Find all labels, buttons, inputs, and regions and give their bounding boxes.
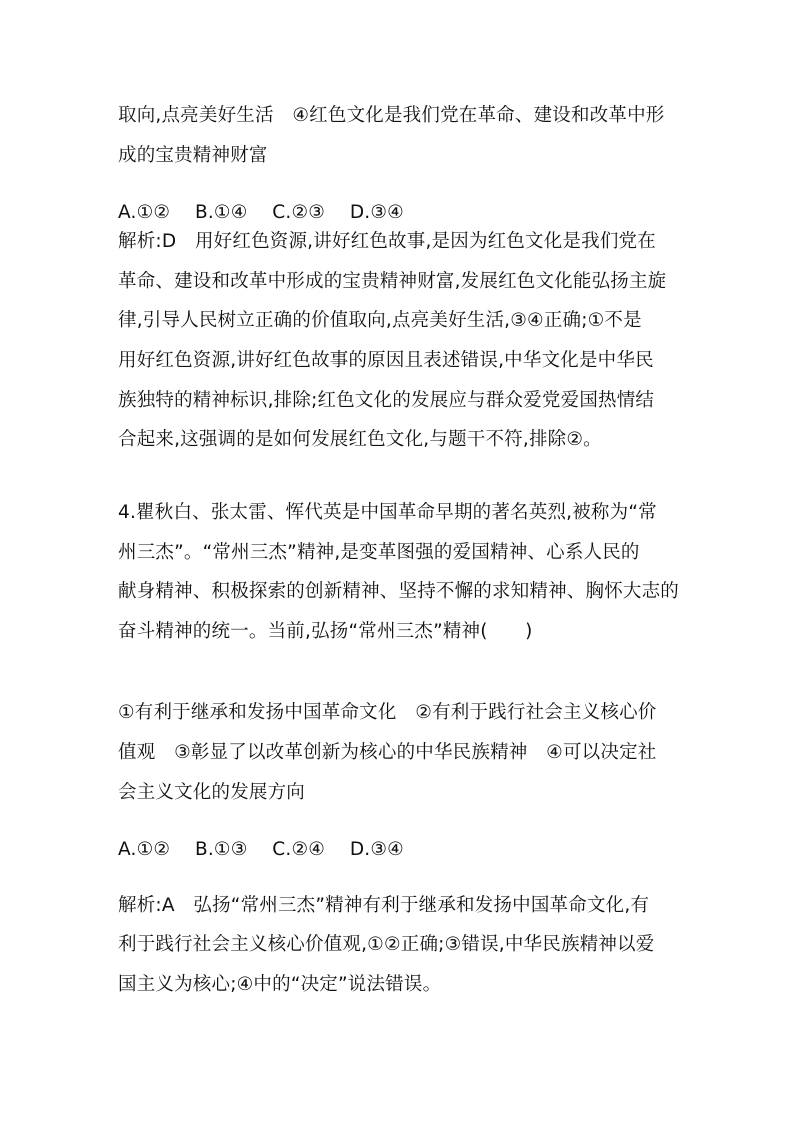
text-line: 奋斗精神的统一。当前,弘扬“常州三杰”精神( ) bbox=[118, 621, 533, 642]
text-line: 取向,点亮美好生活 ④红色文化是我们党在革命、建设和改革中形 bbox=[118, 105, 665, 126]
text-line: 值观 ③彰显了以改革创新为核心的中华民族精神 ④可以决定社 bbox=[118, 742, 657, 763]
text-line: 献身精神、积极探索的创新精神、坚持不懈的求知精神、胸怀大志的 bbox=[118, 581, 680, 602]
text-line: 律,引导人民树立正确的价值取向,点亮美好生活,③④正确;①不是 bbox=[118, 310, 642, 331]
text-line: ①有利于继承和发扬中国革命文化 ②有利于践行社会主义核心价 bbox=[118, 702, 657, 723]
options-line: A.①② B.①③ C.②④ D.③④ bbox=[118, 839, 404, 860]
text-line: 4.瞿秋白、张太雷、恽代英是中国革命早期的著名英烈,被称为“常 bbox=[118, 502, 657, 523]
options-line: A.①② B.①④ C.②③ D.③④ bbox=[118, 202, 404, 223]
text-line: 革命、建设和改革中形成的宝贵精神财富,发展红色文化能弘扬主旋 bbox=[118, 271, 667, 292]
text-line: 州三杰”。“常州三杰”精神,是变革图强的爱国精神、心系人民的 bbox=[118, 542, 640, 563]
text-line: 利于践行社会主义核心价值观,①②正确;③错误,中华民族精神以爱 bbox=[118, 934, 655, 955]
text-line: 用好红色资源,讲好红色故事的原因且表述错误,中华文化是中华民 bbox=[118, 350, 654, 371]
text-line: 族独特的精神标识,排除;红色文化的发展应与群众爱党爱国热情结 bbox=[118, 390, 655, 411]
text-line: 国主义为核心;④中的“决定”说法错误。 bbox=[118, 974, 442, 995]
text-line: 合起来,这强调的是如何发展红色文化,与题干不符,排除②。 bbox=[118, 429, 602, 450]
text-line: 解析:A 弘扬“常州三杰”精神有利于继承和发扬中国革命文化,有 bbox=[118, 895, 650, 916]
text-line: 解析:D 用好红色资源,讲好红色故事,是因为红色文化是我们党在 bbox=[118, 231, 656, 252]
text-line: 会主义文化的发展方向 bbox=[118, 782, 306, 803]
text-line: 成的宝贵精神财富 bbox=[118, 145, 268, 166]
